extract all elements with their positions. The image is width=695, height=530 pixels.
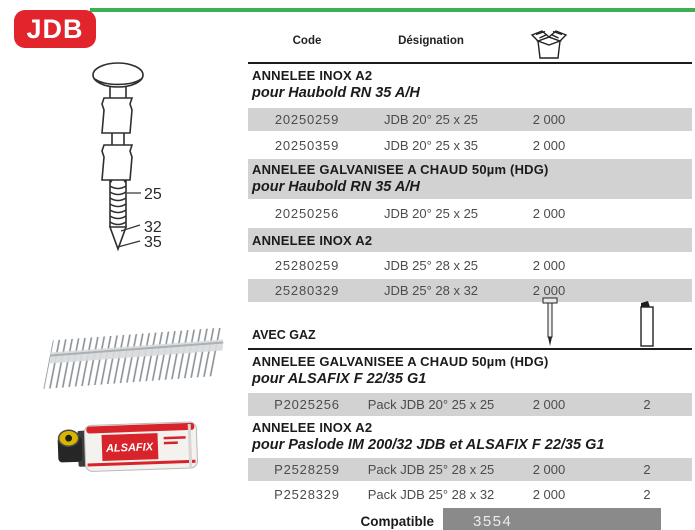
dim-label-25: 25 [144, 186, 162, 203]
header-code: Code [292, 35, 322, 47]
section-header: ANNELEE INOX A2 pour Paslode IM 200/32 JDB et ALSAFIX F 22/35 G1 [252, 420, 605, 453]
nail-icon [542, 297, 558, 347]
gas-cell-brand-text: ALSAFIX [105, 441, 154, 455]
avec-gaz-label: AVEC GAZ [252, 328, 316, 342]
compatible-label: Compatible [360, 513, 434, 529]
compatible-value: 3554 [473, 512, 513, 530]
gas-fuel-cell-image [52, 398, 212, 498]
table-row: 20250256 JDB 20° 25 x 25 2 000 [274, 206, 566, 221]
product-table [248, 20, 692, 530]
dim-label-35: 35 [144, 234, 162, 251]
header-designation: Désignation [398, 35, 464, 47]
avec-gaz-header [248, 308, 692, 350]
header-qty-cell [496, 19, 602, 63]
table-row: 20250259 JDB 20° 25 x 25 2 000 [248, 108, 692, 131]
nail-technical-drawing [60, 55, 230, 255]
table-row: P2025256 Pack JDB 20° 25 x 25 2 000 2 [248, 393, 692, 416]
section-header: ANNELEE INOX A2 [248, 228, 692, 252]
table-row: 20250359 JDB 20° 25 x 35 2 000 [274, 138, 566, 153]
table-header-row [248, 20, 692, 64]
table-row: P2528329 Pack JDB 25° 28 x 32 2 000 2 [274, 487, 651, 502]
brand-badge: JDB [14, 10, 96, 48]
table-row: P2528259 Pack JDB 25° 28 x 25 2 000 2 [248, 458, 692, 481]
nail-strip-image [40, 328, 235, 390]
dim-label-32: 32 [144, 219, 162, 236]
section-header: ANNELEE GALVANISEE A CHAUD 50µm (HDG) pour ALSAFIX F 22/35 G1 [252, 354, 549, 387]
section-header: ANNELEE INOX A2 pour Haubold RN 35 A/H [252, 68, 420, 101]
table-row: 25280259 JDB 25° 28 x 25 2 000 [274, 258, 566, 273]
compatible-row [248, 508, 692, 530]
accent-line [90, 8, 695, 12]
table-row: 25280329 JDB 25° 28 x 32 2 000 [248, 279, 692, 302]
section-header: ANNELEE GALVANISEE A CHAUD 50µm (HDG) pour Haubold RN 35 A/H [248, 159, 692, 199]
compatible-value-box [443, 508, 661, 530]
gas-cartridge-icon [638, 301, 656, 347]
open-box-icon [529, 27, 569, 61]
